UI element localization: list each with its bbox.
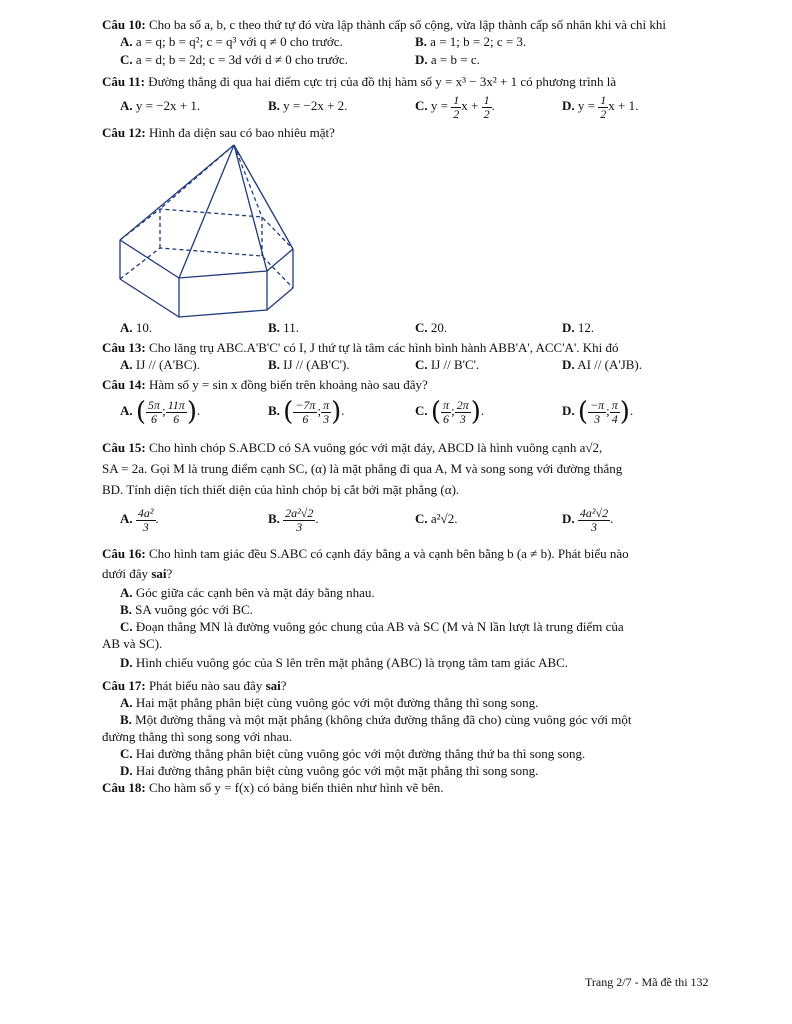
question-number: Câu 16: (102, 546, 146, 561)
page-footer: Trang 2/7 - Mã đề thi 132 (585, 975, 709, 989)
question-text: Cho lăng trụ ABC.A'B'C' có I, J thứ tự là tâm các hình bình hành ABB'A', ACC'A'. Khi đó (148, 340, 619, 355)
options-row (102, 33, 724, 51)
option-a[interactable]: A. $\frac{\text{4a²}}{3}$ . (120, 505, 159, 534)
options-row (102, 393, 724, 429)
option-d[interactable]: D. Hình chiếu vuông góc của S lên trên mặt phẳng (ABC) là trọng tâm tam giác ABC. (120, 655, 569, 670)
option-d[interactable]: D. a = b = c. (415, 52, 480, 67)
question-14 (102, 376, 724, 393)
question-10 (102, 16, 724, 33)
question-text: Cho hàm số y = f(x) có bảng biến thiên như hình vẽ bên. (148, 780, 444, 795)
option-a[interactable]: A. 10. (120, 320, 153, 335)
question-number: Câu 14: (102, 377, 146, 392)
option-b[interactable]: B. IJ // (AB'C'). (268, 357, 350, 372)
option-a[interactable]: A. Hai mặt phẳng phân biệt cùng vuông góc với một đường thẳng thì song song. (120, 695, 539, 710)
question-13 (102, 339, 724, 356)
option-d[interactable]: D. y = $\frac{1}{2}$ x + 1. (562, 92, 639, 121)
option-b[interactable]: B. a = 1; b = 2; c = 3. (415, 34, 527, 49)
option-b[interactable]: B. ( $\frac{-7\pi}{6}$ ; $\frac{\pi}{3}$ ). (268, 397, 345, 428)
option-c[interactable]: C. Đoạn thẳng MN là đường vuông góc chung của AB và SC (M và N lần lượt là trung điểm của (120, 619, 624, 634)
option-d[interactable]: D. Hai đường thẳng phân biệt cùng vuông góc với một mặt phẳng thì song song. (120, 763, 539, 778)
option-c[interactable]: C. ( $\frac{\pi}{6}$ ; $\frac{2\pi}{3}$ ). (415, 397, 485, 428)
options-row (102, 51, 724, 69)
option-c[interactable]: C. y = $\frac{1}{2}$ x + $\frac{1}{2}$ . (415, 92, 495, 121)
option-a[interactable]: A. IJ // (A'BC). (120, 357, 200, 372)
option-b[interactable]: B. $\frac{\text{2a²√2}}{3}$ . (268, 505, 319, 534)
option-c[interactable]: C. IJ // B'C'. (415, 357, 480, 372)
question-12 (102, 124, 724, 141)
question-number: Câu 15: (102, 440, 146, 455)
polyhedron-figure (102, 141, 724, 319)
question-number: Câu 10: (102, 17, 146, 32)
option-a[interactable]: A. Góc giữa các cạnh bên và mặt đáy bằng nhau. (120, 585, 375, 600)
option-b[interactable]: B. Một đường thẳng và một mặt phẳng (không chứa đường thẳng đã cho) cùng vuông góc với một (120, 712, 632, 727)
option-a[interactable]: A. ( $\frac{5\pi}{6}$ ; $\frac{11\pi}{6}$ ). (120, 397, 201, 428)
question-17: Câu 17: Phát biểu nào sau đây sai? (102, 678, 287, 693)
question-text-line2: SA = 2a. Gọi M là trung điểm cạnh SC, (α) là mặt phẳng đi qua A, M và song song với đường thẳng (102, 461, 623, 476)
question-11 (102, 73, 724, 90)
exam-page (102, 16, 724, 796)
question-18 (102, 779, 724, 796)
question-15 (102, 437, 724, 500)
question-text: Đường thẳng đi qua hai điểm cực trị của đồ thị hàm số y = x³ − 3x² + 1 có phương trình là (148, 74, 617, 89)
question-number: Câu 11: (102, 74, 145, 89)
question-number: Câu 12: (102, 125, 146, 140)
question-text: Cho ba số a, b, c theo thứ tự đó vừa lập thành cấp số cộng, vừa lập thành cấp số nhân khi và chỉ khi (148, 17, 666, 32)
question-number: Câu 17: (102, 678, 146, 693)
option-c[interactable]: C. a = d; b = 2d; c = 3d với d ≠ 0 cho trước. (120, 52, 348, 67)
option-d[interactable]: D. AI // (A'JB). (562, 357, 642, 372)
option-d[interactable]: D. ( $\frac{-\pi}{3}$ ; $\frac{\pi}{4}$ ). (562, 397, 634, 428)
option-d[interactable]: D. 12. (562, 320, 595, 335)
option-b[interactable]: B. 11. (268, 320, 299, 335)
option-b-continued: đường thẳng thì song song với nhau. (102, 729, 293, 744)
question-16: Câu 16: Cho hình tam giác đều S.ABC có cạnh đáy bằng a và cạnh bên bằng b (a ≠ b). Phát biểu nào dưới đây sai? (102, 546, 629, 581)
pyramid-prism-diagram (116, 141, 316, 319)
option-c[interactable]: C. 20. (415, 320, 448, 335)
option-d[interactable]: D. $\frac{\text{4a²√2}}{3}$ . (562, 505, 614, 534)
option-c[interactable]: C. a²√2. (415, 511, 458, 526)
option-b[interactable]: B. SA vuông góc với BC. (120, 602, 253, 617)
options-row (102, 319, 724, 337)
option-a[interactable]: A. a = q; b = q²; c = q³ với q ≠ 0 cho trước. (120, 34, 343, 49)
question-text-line1: Cho hình chóp S.ABCD có SA vuông góc với mặt đáy, ABCD là hình vuông cạnh a√2, (148, 440, 603, 455)
options-row (102, 356, 724, 374)
option-c[interactable]: C. Hai đường thẳng phân biệt cùng vuông góc với một đường thẳng thứ ba thì song song. (120, 746, 586, 761)
option-a[interactable]: A. y = −2x + 1. (120, 98, 201, 113)
option-b[interactable]: B. y = −2x + 2. (268, 98, 348, 113)
options-row (102, 500, 724, 538)
question-number: Câu 18: (102, 780, 146, 795)
fraction: $\frac{1}{2}$ (453, 92, 460, 121)
question-text-line3: BD. Tính diện tích thiết diện của hình chóp bị cắt bởi mặt phẳng (α). (102, 482, 460, 497)
question-text: Hàm số y = sin x đồng biến trên khoảng nào sau đây? (148, 377, 428, 392)
question-number: Câu 13: (102, 340, 146, 355)
fraction: $\frac{1}{2}$ (600, 92, 607, 121)
options-row (102, 90, 724, 122)
question-text: Hình đa diện sau có bao nhiêu mặt? (148, 125, 335, 140)
option-c-continued: AB và SC). (102, 636, 163, 651)
fraction: $\frac{1}{2}$ (483, 92, 490, 121)
